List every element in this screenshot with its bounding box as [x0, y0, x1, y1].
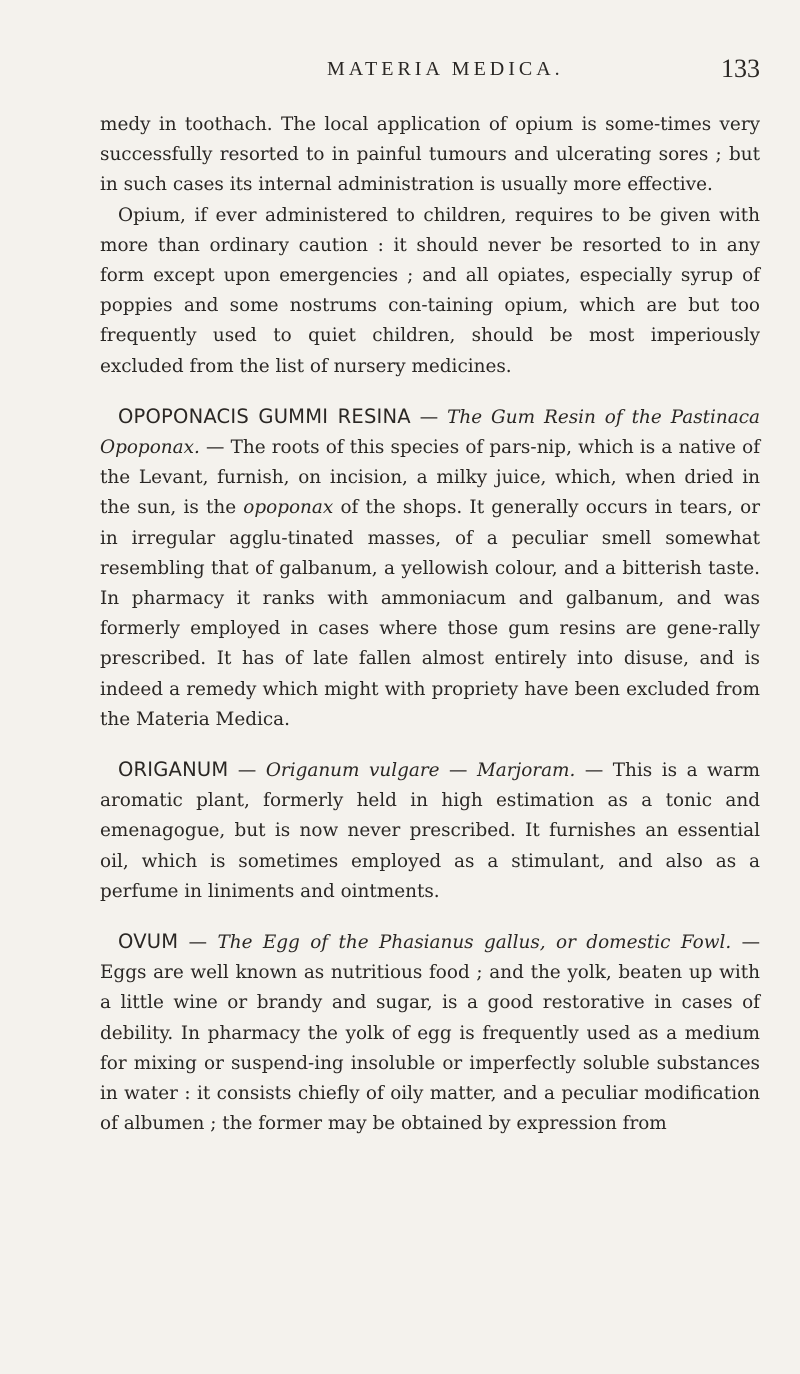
entry-subtitle: The Egg of the Phasianus gallus, or domestic Fowl. — [217, 932, 732, 954]
entry-dash: — — [575, 760, 613, 782]
page-body — [100, 110, 760, 1140]
entry-headword: ORIGANUM — [118, 758, 229, 782]
entry-dash: — — [439, 760, 477, 782]
entry-dash: — — [228, 760, 266, 782]
entry-dash: — — [410, 406, 448, 428]
entry-headword: OPOPONACIS GUMMI RESINA — [118, 404, 411, 428]
entry-text: of the shops. It generally occurs in tears, or in irregular agglu-tinated masses, of a peculiar smell somewhat resembling that of galbanum, a yellowish colour, and a bitterish taste. In pharmacy it ranks with ammoniacum and galbanum, and was formerly employed in cases where those gum resins are gene-rally prescribed. It has of late fallen almost entirely into disuse, and is indeed a remedy which might with propriety have been excluded from the Materia Medica. — [100, 497, 760, 730]
entry-dash: — — [199, 437, 231, 459]
entry-origanum — [100, 755, 760, 907]
running-header — [100, 54, 760, 88]
entry-dash: — — [178, 932, 218, 954]
entry-ovum — [100, 927, 760, 1139]
entry-text: This is a warm aromatic plant, formerly held in high estimation as a tonic and emenagogue, but is now never prescribed. It furnishes an essential oil, which is sometimes employed as a stimulant, and also as a perfume in liniments and ointments. — [100, 760, 760, 902]
entry-term: opoponax — [243, 497, 334, 519]
paragraph-opium-continued: medy in toothach. The local application of opium is some-times very successfully resorted to in painful tumours and ulcerating sores ; but in such cases its internal administration is usually more effective. — [100, 114, 760, 196]
page-number: 133 — [721, 54, 760, 83]
entry-text: Eggs are well known as nutritious food ; and the yolk, beaten up with a little wine or brandy and sugar, is a good restorative in cases of debility. In pharmacy the yolk of egg is frequently used as a medium for mixing or suspend-ing insoluble or imperfectly soluble substances in water : it consists chiefly of oily matter, and a peculiar modification of albumen ; the former may be obtained by expression from — [100, 962, 760, 1135]
running-title: MATERIA MEDICA. — [327, 58, 564, 80]
entry-text: The roots of this species of pars-nip, which is a native of the Levant, furnish, on incision, a milky juice, which, when dried in the sun, is the — [100, 437, 760, 519]
entry-headword: OVUM — [118, 930, 179, 954]
entry-latin-name: Origanum vulgare — [265, 760, 440, 782]
entry-dash: — — [731, 932, 760, 954]
entry-common-name: Marjoram. — [476, 760, 576, 782]
paragraph-opium-children: Opium, if ever administered to children, requires to be given with more than ordinary caution : it should never be resorted to in any form except upon emergencies ; and all opiates, especially syrup of poppies and some nostrums con-taining opium, which are but too frequently used to quiet children, should be most imperiously excluded from the list of nursery medicines. — [100, 204, 760, 377]
entry-subtitle: The Gum Resin of the Pastinaca Opoponax. — [100, 406, 760, 459]
entry-opoponax — [100, 402, 760, 735]
